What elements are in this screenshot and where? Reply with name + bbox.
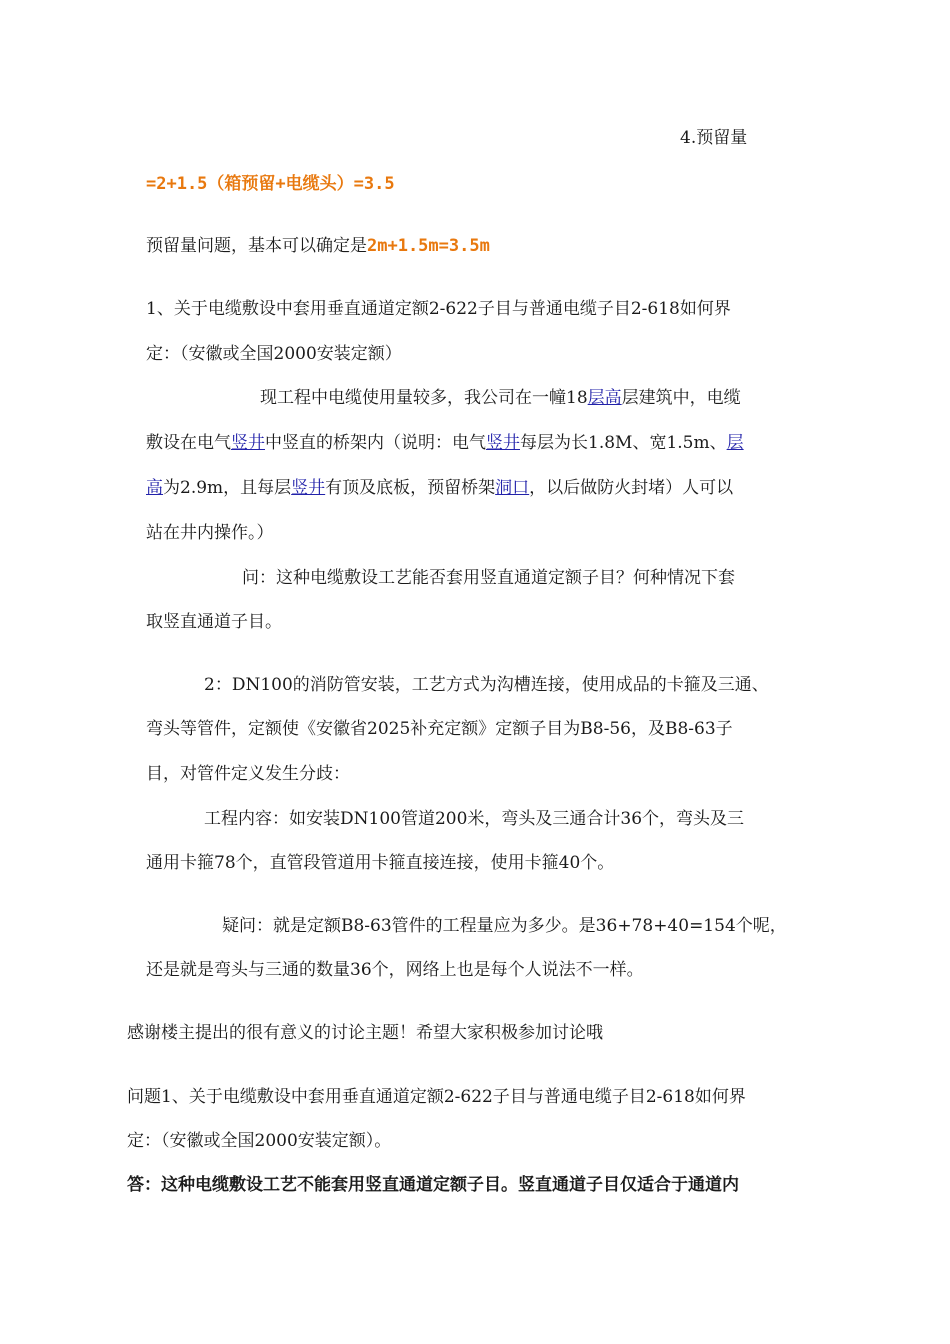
reserve-summary-highlight: 2m+1.5m=3.5m	[367, 236, 490, 256]
text-span: 每层为长1.8M、宽1.5m、	[520, 433, 727, 453]
work-content-line-2: 通用卡箍78个，直管段管道用卡箍直接连接，使用卡箍40个。	[146, 853, 615, 873]
question-1-line-2: 定：（安徽或全国2000安装定额）	[146, 344, 402, 364]
item-2-line-1: 2：DN100的消防管安装，工艺方式为沟槽连接，使用成品的卡箍及三通、	[204, 675, 769, 695]
description-line-1	[260, 386, 741, 410]
question-line-1: 问：这种电缆敷设工艺能否套用竖直通道定额子目？何种情况下套	[242, 568, 735, 588]
link-shaft[interactable]: 竖井	[291, 478, 326, 498]
work-content-line-1: 工程内容：如安装DN100管道200米，弯头及三通合计36个，弯头及三	[204, 809, 745, 829]
link-floor-height[interactable]: 高	[146, 478, 163, 498]
item-2-line-3: 目，对管件定义发生分歧：	[146, 764, 350, 784]
text-span: 现工程中电缆使用量较多，我公司在一幢18	[260, 388, 588, 408]
answer-question-line-2: 定：（安徽或全国2000安装定额）。	[127, 1131, 392, 1151]
formula-line: =2+1.5（箱预留+电缆头）=3.5	[146, 174, 395, 194]
link-opening[interactable]: 洞口	[495, 478, 530, 498]
text-span: ，以后做防火封堵）人可以	[529, 478, 734, 498]
description-line-3	[146, 476, 733, 500]
question-line-2: 取竖直通道子目。	[146, 612, 282, 632]
thanks-line: 感谢楼主提出的很有意义的讨论主题！希望大家积极参加讨论哦	[127, 1023, 603, 1043]
description-line-4: 站在井内操作。）	[146, 523, 274, 543]
text-span: 为2.9m，且每层	[163, 478, 292, 498]
answer-line: 答：这种电缆敷设工艺不能套用竖直通道定额子目。竖直通道子目仅适合于通道内	[127, 1175, 739, 1195]
answer-question-line-1: 问题1、关于电缆敷设中套用垂直通道定额2-622子目与普通电缆子目2-618如何界	[127, 1087, 746, 1107]
section-heading: 4.预留量	[680, 128, 748, 148]
question-1-line-1: 1、关于电缆敷设中套用垂直通道定额2-622子目与普通电缆子目2-618如何界	[146, 299, 731, 319]
link-shaft[interactable]: 竖井	[486, 433, 520, 453]
doubt-line-2: 还是就是弯头与三通的数量36个，网络上也是每个人说法不一样。	[146, 960, 644, 980]
text-span: 层建筑中，电缆	[621, 388, 741, 408]
link-floor-height[interactable]: 层高	[587, 388, 622, 408]
text-span: 中竖直的桥架内（说明：电气	[265, 433, 486, 453]
link-floor-height[interactable]: 层	[726, 433, 744, 453]
text-span: 有顶及底板，预留桥架	[325, 478, 496, 498]
link-shaft[interactable]: 竖井	[231, 433, 265, 453]
text-span: 敷设在电气	[146, 433, 231, 453]
reserve-summary	[146, 234, 490, 258]
doubt-line-1: 疑问：就是定额B8-63管件的工程量应为多少。是36+78+40=154个呢，	[222, 916, 787, 936]
item-2-line-2: 弯头等管件，定额使《安徽省2025补充定额》定额子目为B8-56，及B8-63子	[146, 719, 733, 739]
reserve-summary-text: 预留量问题，基本可以确定是	[146, 236, 367, 256]
description-line-2	[146, 431, 744, 455]
